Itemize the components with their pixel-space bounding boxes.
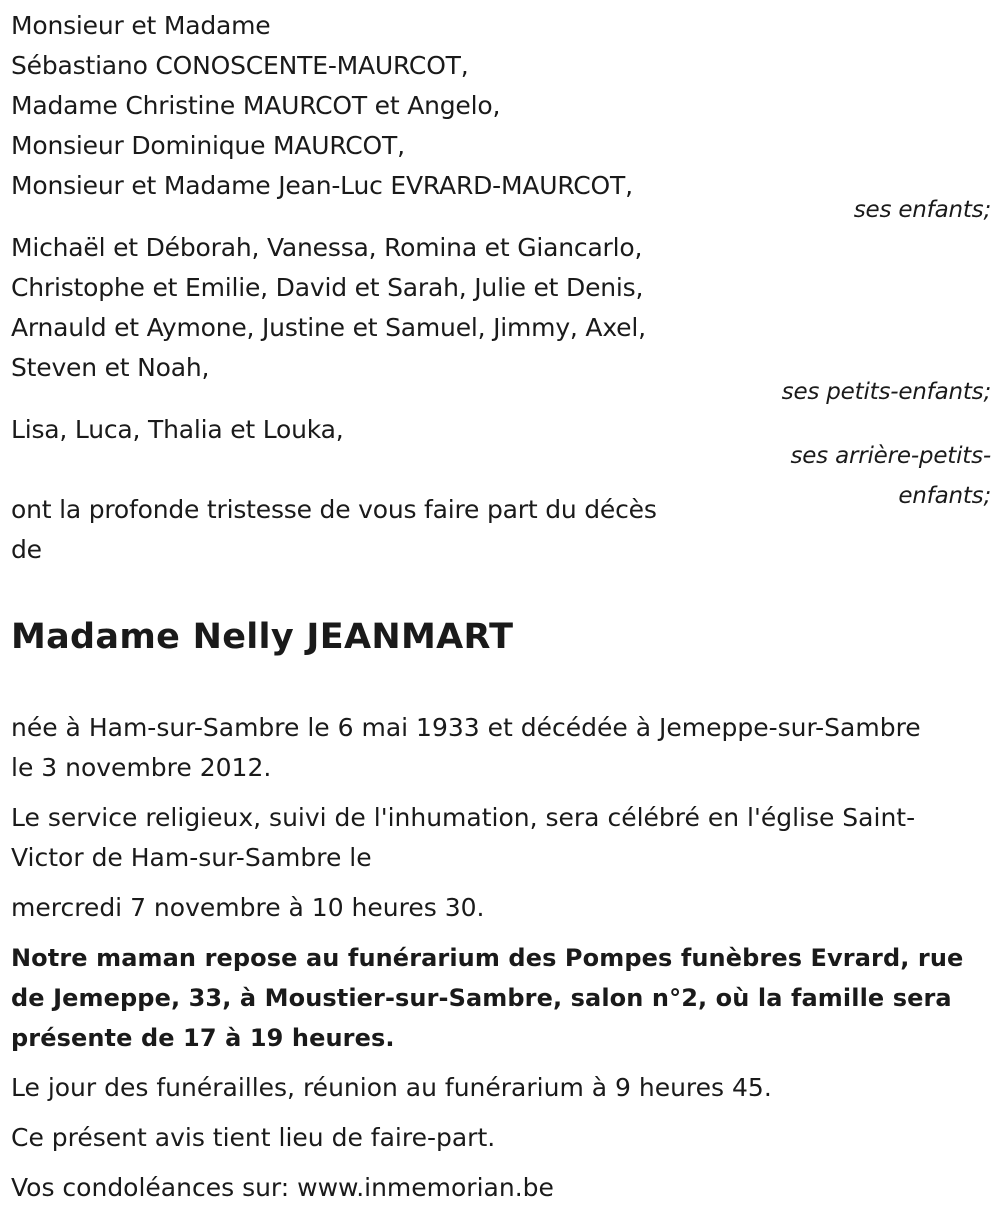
grandchildren-list bbox=[11, 228, 991, 388]
spacer bbox=[11, 878, 991, 888]
children-relation-label: ses enfants; bbox=[853, 197, 991, 223]
grandchild-line: Arnauld et Aymone, Justine et Samuel, Jimmy, Axel, bbox=[11, 313, 646, 342]
spacer bbox=[11, 1158, 991, 1168]
service-info bbox=[11, 798, 991, 878]
meeting-info: Le jour des funérailles, réunion au funérarium à 9 heures 45. bbox=[11, 1073, 772, 1102]
child-line: Madame Christine MAURCOT et Angelo, bbox=[11, 91, 501, 120]
obituary-notice bbox=[11, 6, 991, 1208]
intro-line: ont la profonde tristesse de vous faire part du décès bbox=[11, 495, 657, 524]
spacer bbox=[11, 788, 991, 798]
funerarium-line: de Jemeppe, 33, à Moustier-sur-Sambre, salon n°2, où la famille sera bbox=[11, 984, 952, 1012]
great-grandchildren-relation-label bbox=[790, 436, 991, 516]
announcement-intro bbox=[11, 490, 726, 570]
spacer bbox=[11, 1058, 991, 1068]
child-line: Sébastiano CONOSCENTE-MAURCOT, bbox=[11, 51, 469, 80]
spacer bbox=[11, 928, 991, 938]
birth-death-line: née à Ham-sur-Sambre le 6 mai 1933 et décédée à Jemeppe-sur-Sambre bbox=[11, 713, 921, 742]
grandchild-line: Christophe et Emilie, David et Sarah, Julie et Denis, bbox=[11, 273, 644, 302]
service-line: Le service religieux, suivi de l'inhumation, sera célébré en l'église Saint- bbox=[11, 803, 916, 832]
child-line: Monsieur Dominique MAURCOT, bbox=[11, 131, 405, 160]
child-line: Monsieur et Madame bbox=[11, 11, 271, 40]
family-section bbox=[11, 6, 991, 570]
service-line: Victor de Ham-sur-Sambre le bbox=[11, 843, 372, 872]
service-date: mercredi 7 novembre à 10 heures 30. bbox=[11, 893, 485, 922]
grandchild-line: Steven et Noah, bbox=[11, 353, 210, 382]
deceased-name-heading: Madame Nelly JEANMART bbox=[11, 617, 514, 657]
intro-line: de bbox=[11, 535, 42, 564]
spacer bbox=[11, 660, 991, 708]
children-list bbox=[11, 6, 991, 206]
child-line: Monsieur et Madame Jean-Luc EVRARD-MAURCOT, bbox=[11, 171, 633, 200]
grandchild-line: Michaël et Déborah, Vanessa, Romina et Giancarlo, bbox=[11, 233, 643, 262]
relation-line: ses arrière-petits- bbox=[790, 443, 991, 469]
condolences-info: Vos condoléances sur: www.inmemorian.be bbox=[11, 1173, 554, 1202]
notice-info: Ce présent avis tient lieu de faire-part. bbox=[11, 1123, 496, 1152]
birth-death-line: le 3 novembre 2012. bbox=[11, 753, 272, 782]
grandchildren-relation-label: ses petits-enfants; bbox=[781, 379, 991, 405]
funerarium-line: Notre maman repose au funérarium des Pompes funèbres Evrard, rue bbox=[11, 944, 964, 972]
funerarium-line: présente de 17 à 19 heures. bbox=[11, 1024, 395, 1052]
spacer bbox=[11, 1108, 991, 1118]
great-grandchild-line: Lisa, Luca, Thalia et Louka, bbox=[11, 415, 344, 444]
spacer bbox=[11, 206, 991, 228]
birth-death-info bbox=[11, 708, 991, 788]
relation-line: enfants; bbox=[898, 483, 991, 509]
funerarium-info bbox=[11, 938, 991, 1058]
